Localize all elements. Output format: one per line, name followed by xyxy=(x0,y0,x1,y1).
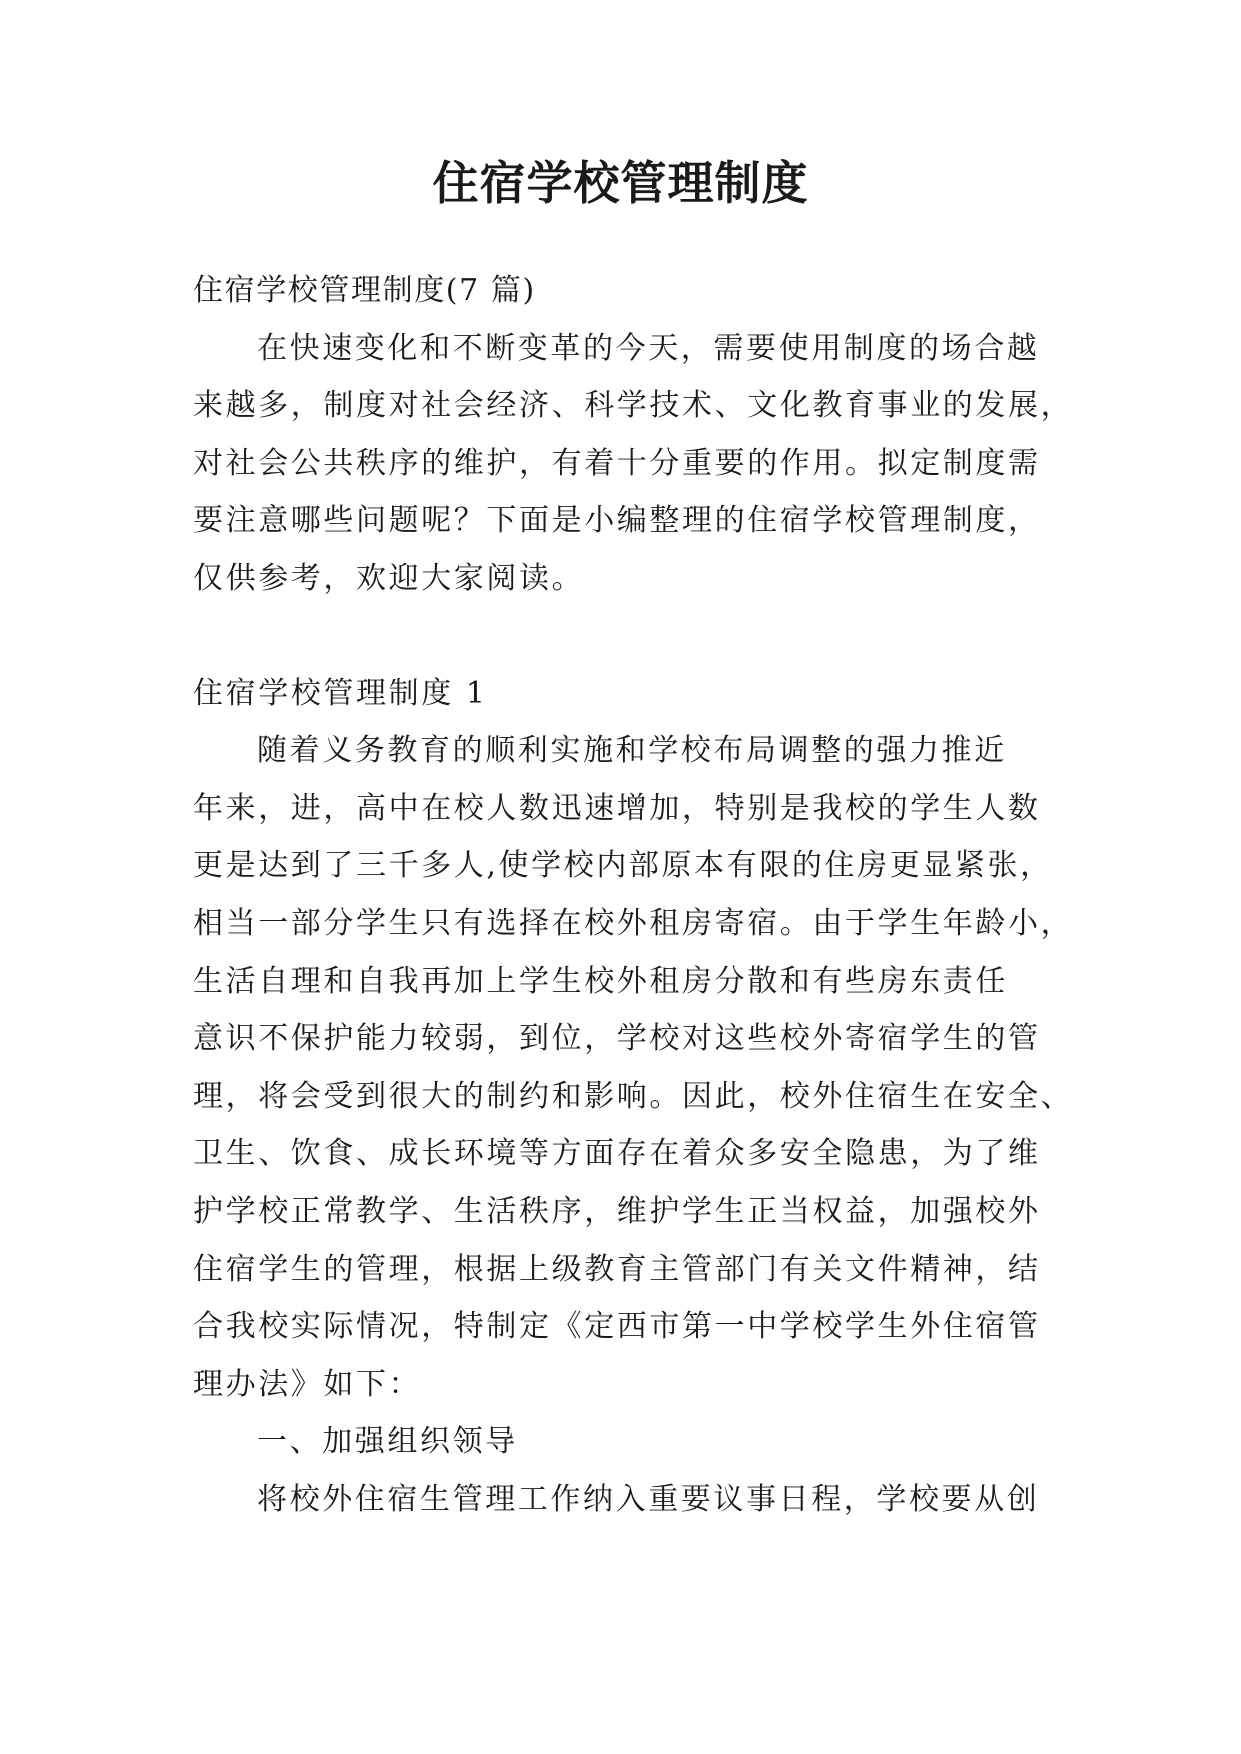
paragraph-line: 合我校实际情况，特制定《定西市第一中学校学生外住宿管 xyxy=(193,1309,1041,1345)
paragraph-line: 理，将会受到很大的制约和影响。因此，校外住宿生在安全、 xyxy=(193,1078,1074,1114)
document-body xyxy=(193,262,1074,1528)
document-title: 住宿学校管理制度 xyxy=(432,156,809,210)
paragraph-line: 理办法》如下： xyxy=(193,1366,422,1402)
section-paragraph xyxy=(193,722,1074,1413)
paragraph-line: 生活自理和自我再加上学生校外租房分散和有些房东责任 xyxy=(193,963,1008,999)
intro-paragraph xyxy=(193,320,1074,608)
paragraph-line: 在快速变化和不断变革的今天，需要使用制度的场合越 xyxy=(257,330,1040,366)
paragraph-line: 意识不保护能力较弱，到位，学校对这些校外寄宿学生的管 xyxy=(193,1021,1041,1057)
paragraph-line: 住宿学生的管理，根据上级教育主管部门有关文件精神，结 xyxy=(193,1251,1041,1287)
paragraph-line: 要注意哪些问题呢？下面是小编整理的住宿学校管理制度， xyxy=(193,503,1041,539)
document-subtitle: 住宿学校管理制度(7 篇) xyxy=(193,273,536,308)
paragraph-line: 随着义务教育的顺利实施和学校布局调整的强力推近 xyxy=(257,733,1007,769)
paragraph-line: 将校外住宿生管理工作纳入重要议事日程，学校要从创 xyxy=(257,1481,1040,1517)
paragraph-line: 相当一部分学生只有选择在校外租房寄宿。由于学生年龄小， xyxy=(193,905,1074,941)
paragraph-line: 年来，进，高中在校人数迅速增加，特别是我校的学生人数 xyxy=(193,790,1041,826)
section-heading: 住宿学校管理制度 1 xyxy=(193,675,488,711)
subsection-heading: 一、加强组织领导 xyxy=(257,1424,518,1460)
paragraph-line: 仅供参考，欢迎大家阅读。 xyxy=(193,560,585,596)
paragraph-line: 更是达到了三千多人,使学校内部原本有限的住房更显紧张， xyxy=(193,848,1053,884)
paragraph-line: 对社会公共秩序的维护，有着十分重要的作用。拟定制度需 xyxy=(193,445,1041,481)
paragraph-line: 来越多，制度对社会经济、科学技术、文化教育事业的发展， xyxy=(193,388,1074,424)
paragraph-line: 卫生、饮食、成长环境等方面存在着众多安全隐患，为了维 xyxy=(193,1136,1041,1172)
paragraph-line: 护学校正常教学、生活秩序，维护学生正当权益，加强校外 xyxy=(193,1193,1041,1229)
